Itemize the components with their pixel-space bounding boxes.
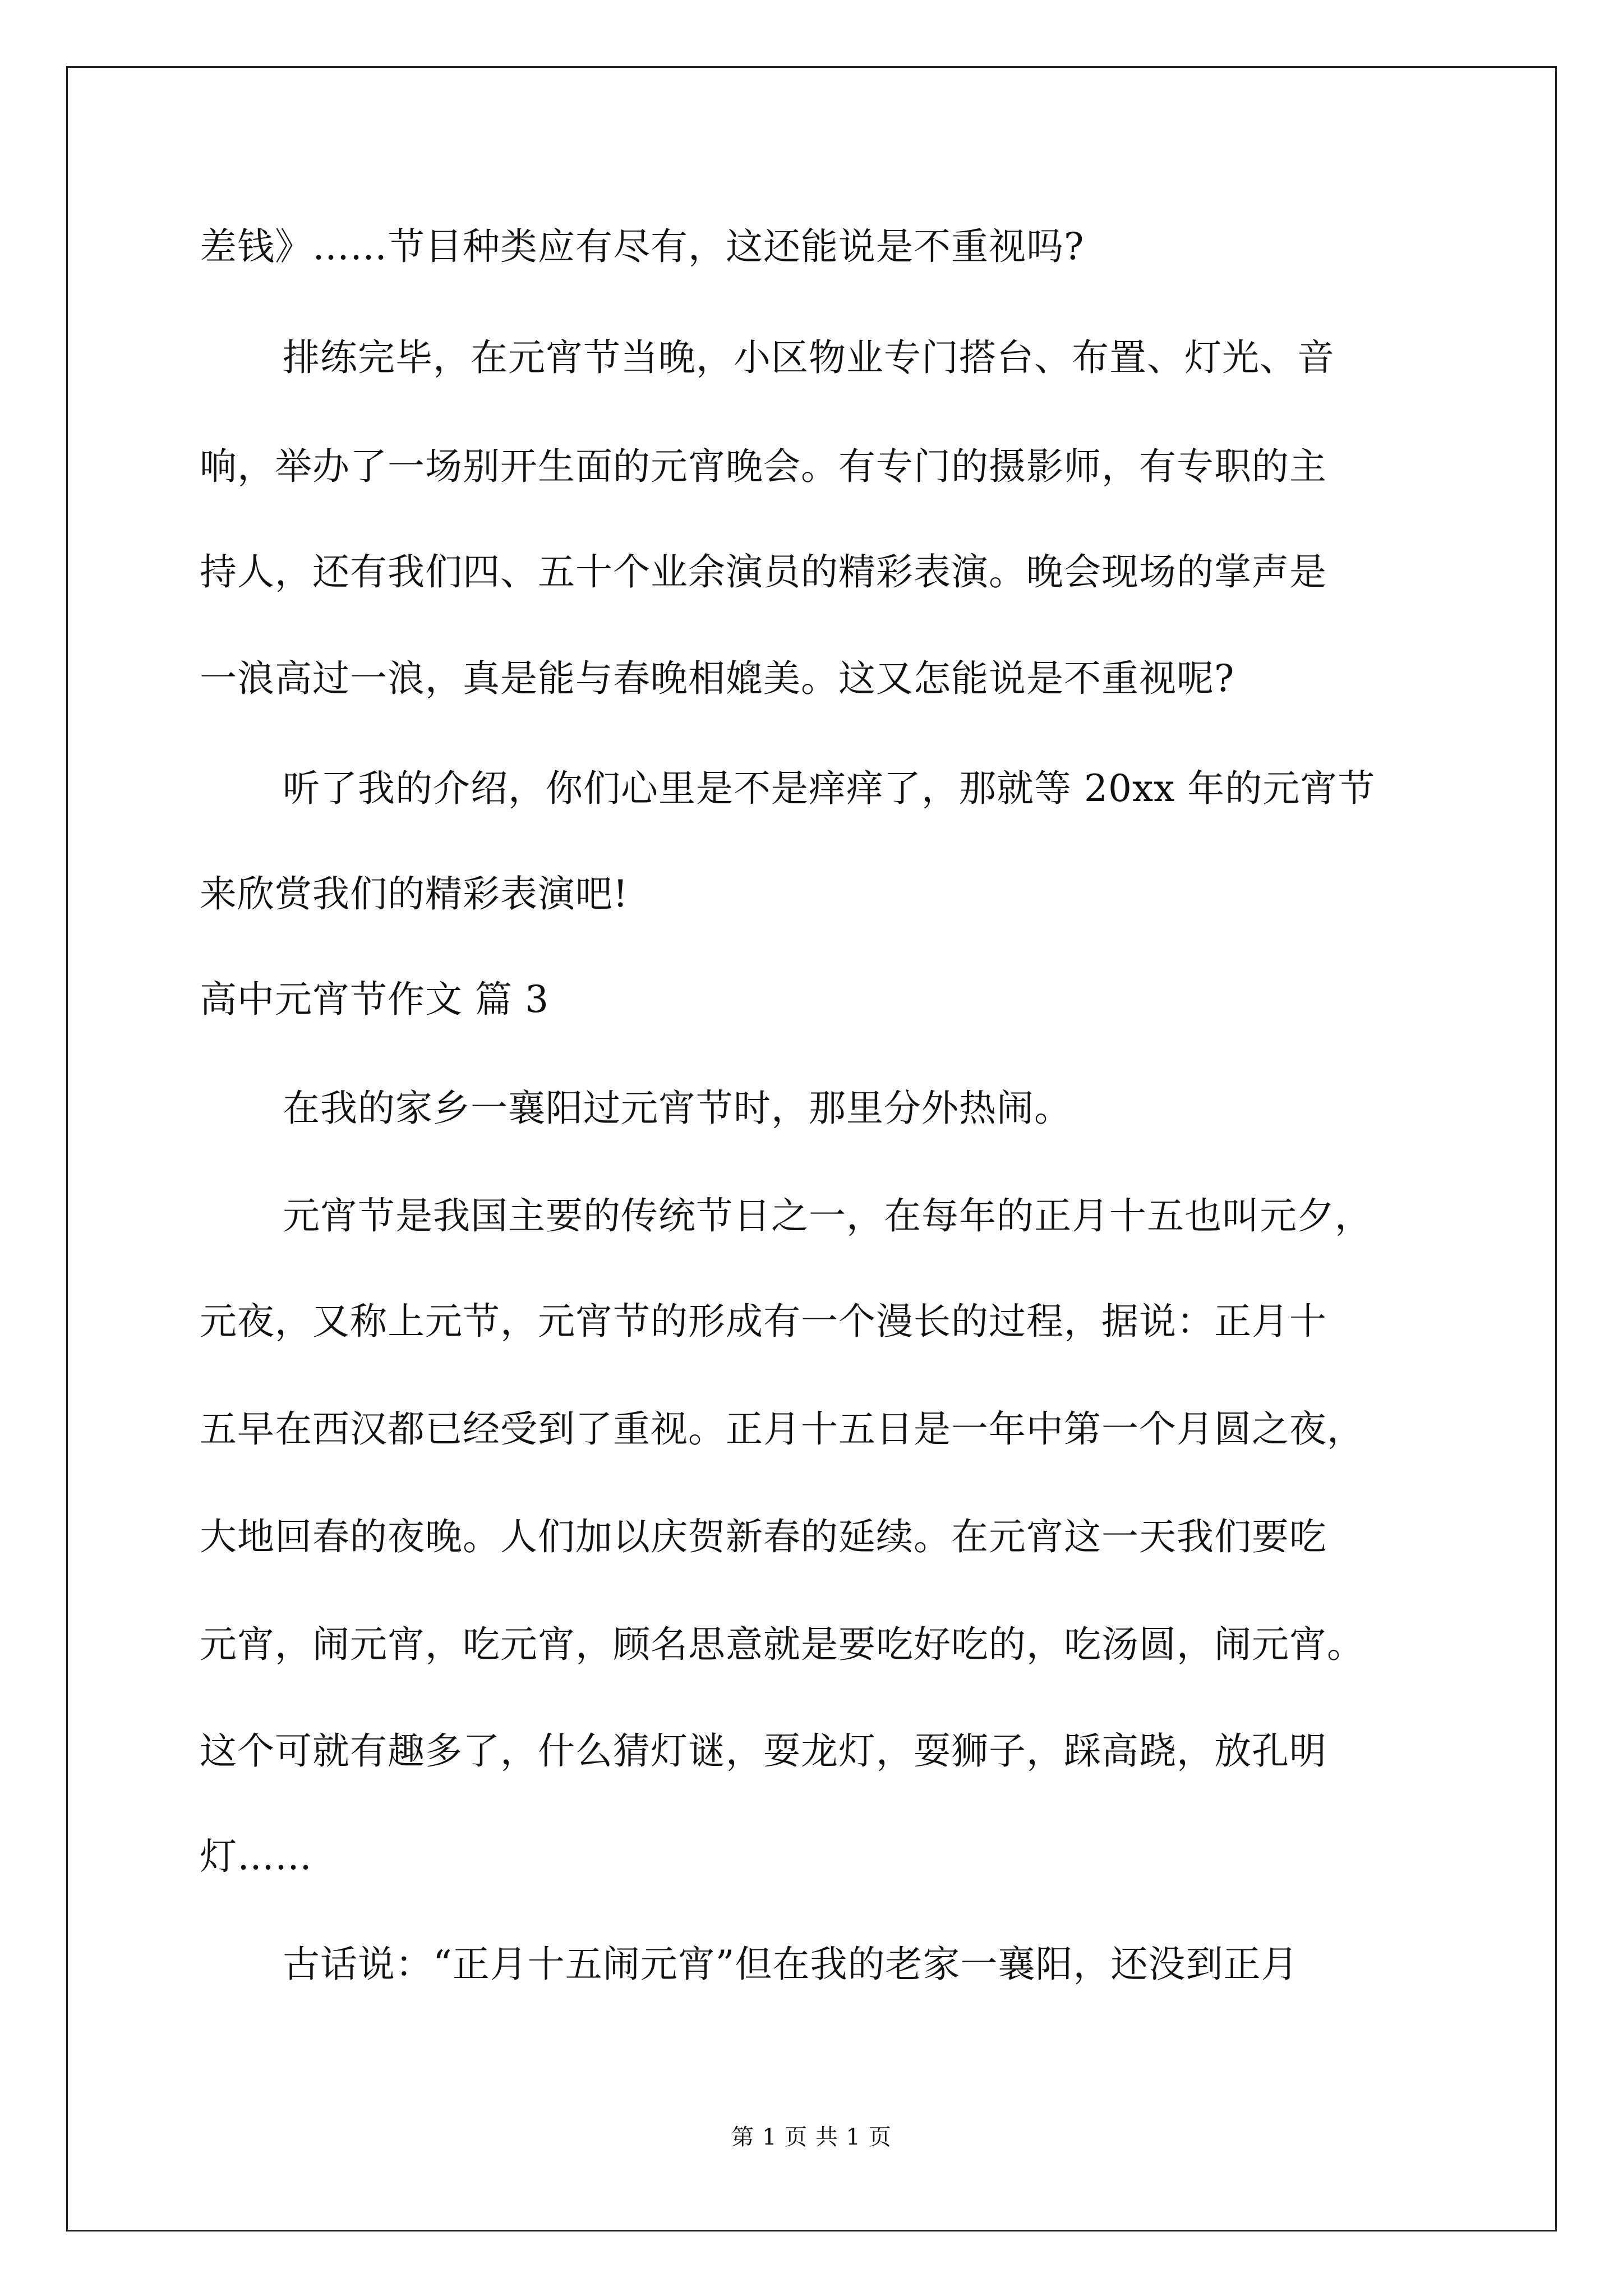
text-line: 元夜，又称上元节，元宵节的形成有一个漫长的过程，据说：正月十: [200, 1300, 1327, 1343]
text-line: 灯……: [200, 1835, 312, 1878]
paragraph-first-line: 在我的家乡一襄阳过元宵节时，那里分外热闹。: [283, 1087, 1072, 1130]
text-line: 一浪高过一浪，真是能与春晚相媲美。这又怎能说是不重视呢?: [200, 657, 1235, 700]
text-line: 五早在西汉都已经受到了重视。正月十五日是一年中第一个月圆之夜，: [200, 1407, 1364, 1451]
paragraph-first-line: 古话说：“正月十五闹元宵”但在我的老家一襄阳，还没到正月: [283, 1943, 1299, 1986]
section-heading: 高中元宵节作文 篇 3: [200, 978, 549, 1021]
text-line: 这个可就有趣多了，什么猜灯谜，耍龙灯，耍狮子，踩高跷，放孔明: [200, 1729, 1327, 1773]
page-border: [66, 66, 1557, 2231]
text-line: 来欣赏我们的精彩表演吧!: [200, 872, 629, 915]
page-footer: 第 1 页 共 1 页: [731, 2124, 892, 2150]
paragraph-first-line: 听了我的介绍，你们心里是不是痒痒了，那就等 20xx 年的元宵节: [283, 767, 1376, 810]
paragraph-first-line: 排练完毕，在元宵节当晚，小区物业专门搭台、布置、灯光、音: [283, 336, 1335, 379]
text-line: 元宵，闹元宵，吃元宵，顾名思意就是要吃好吃的，吃汤圆，闹元宵。: [200, 1623, 1364, 1666]
text-line: 差钱》……节目种类应有尽有，这还能说是不重视吗?: [200, 225, 1085, 268]
text-line: 响，举办了一场别开生面的元宵晚会。有专门的摄影师，有专职的主: [200, 445, 1327, 488]
paragraph-first-line: 元宵节是我国主要的传统节日之一，在每年的正月十五也叫元夕，: [283, 1194, 1372, 1237]
text-line: 大地回春的夜晚。人们加以庆贺新春的延续。在元宵这一天我们要吃: [200, 1515, 1327, 1558]
text-line: 持人，还有我们四、五十个业余演员的精彩表演。晚会现场的掌声是: [200, 550, 1327, 593]
